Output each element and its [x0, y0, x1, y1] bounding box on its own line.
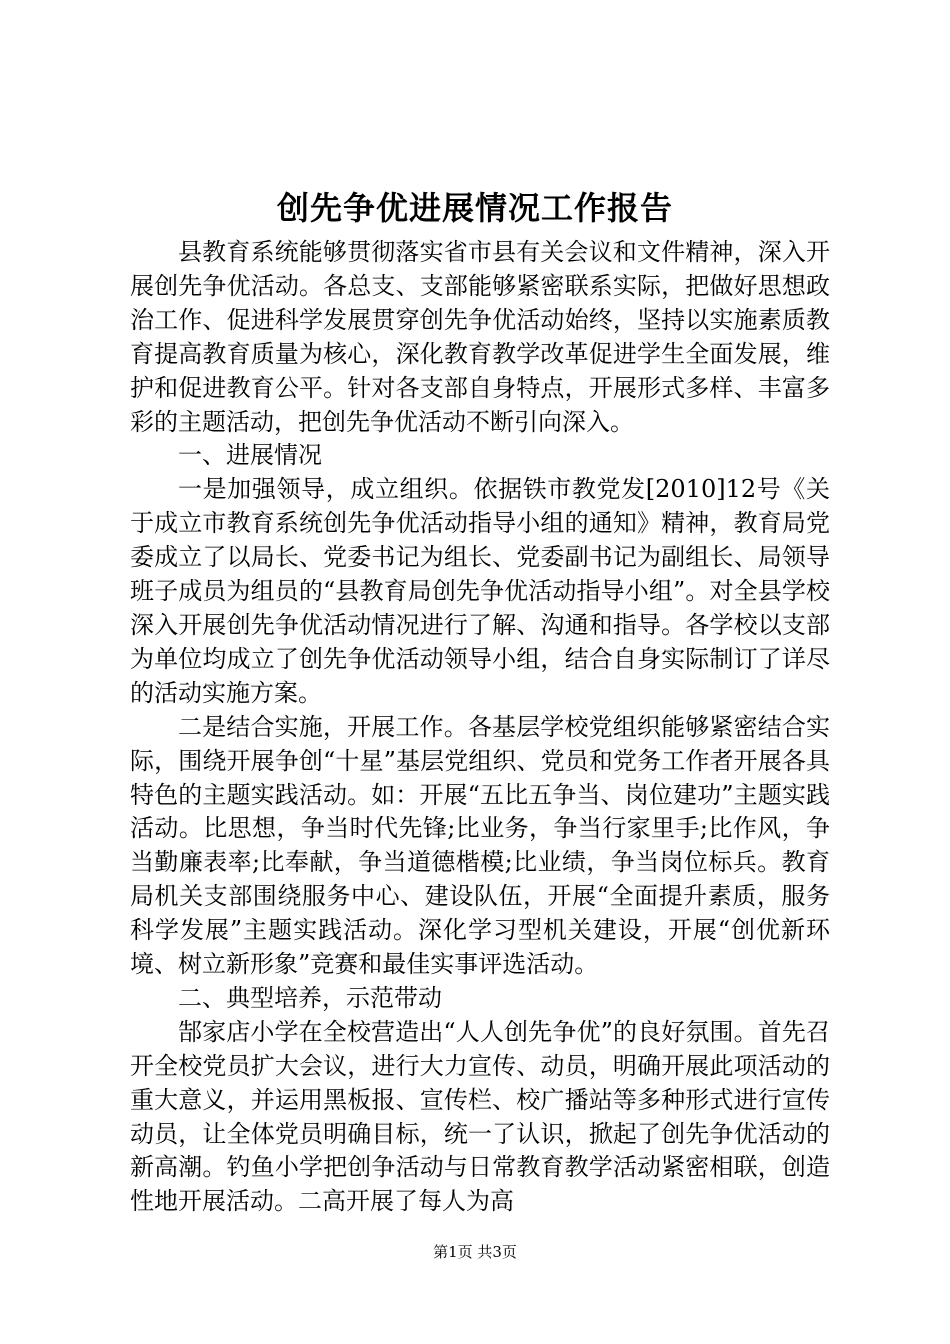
document-body [130, 236, 830, 1219]
paragraph-implementation: 二是结合实施，开展工作。各基层学校党组织能够紧密结合实际，围绕开展争创“十星”基层党组织、党员和党务工作者开展各具特色的主题实践活动。如：开展“五比五争当、岗位建功”主题实践活动。比思想，争当时代先锋;比业务，争当行家里手;比作风，争当勤廉表率;比奉献，争当道德楷模;比业绩，争当岗位标兵。教育局机关支部围绕服务中心、建设队伍，开展“全面提升素质，服务科学发展”主题实践活动。深化学习型机关建设，开展“创优新环境、树立新形象”竞赛和最佳实事评选活动。 [130, 712, 830, 979]
section-heading-progress: 一、进展情况 [178, 441, 322, 470]
document-title: 创先争优进展情况工作报告 [276, 189, 673, 227]
paragraph-models: 郜家店小学在全校营造出“人人创先争优”的良好氛围。首先召开全校党员扩大会议，进行大力宣传、动员，明确开展此项活动的重大意义，并运用黑板报、宣传栏、校广播站等多种形式进行宣传动员，让全体党员明确目标，统一了认识，掀起了创先争优活动的新高潮。钓鱼小学把创争活动与日常教育教学活动紧密相联，创造性地开展活动。二高开展了每人为高 [130, 1017, 830, 1216]
paragraph-intro: 县教育系统能够贯彻落实省市县有关会议和文件精神，深入开展创先争优活动。各总支、支部能够紧密联系实际，把做好思想政治工作、促进科学发展贯穿创先争优活动始终，坚持以实施素质教育提高教育质量为核心，深化教育教学改革促进学生全面发展，维护和促进教育公平。针对各支部自身特点，开展形式多样、丰富多彩的主题活动，把创先争优活动不断引向深入。 [130, 238, 830, 436]
section-heading-models: 二、典型培养，示范带动 [178, 983, 442, 1012]
page-number-footer: 第1页 共3页 [433, 1243, 517, 1261]
paragraph-leadership: 一是加强领导，成立组织。依据铁市教党发[2010]12号《关于成立市教育系统创先争优活动指导小组的通知》精神，教育局党委成立了以局长、党委书记为组长、党委副书记为副组长、局领导班子成员为组员的“县教育局创先争优活动指导小组”。对全县学校深入开展创先争优活动情况进行了解、沟通和指导。各学校以支部为单位均成立了创先争优活动领导小组，结合自身实际制订了详尽的活动实施方案。 [130, 475, 830, 707]
